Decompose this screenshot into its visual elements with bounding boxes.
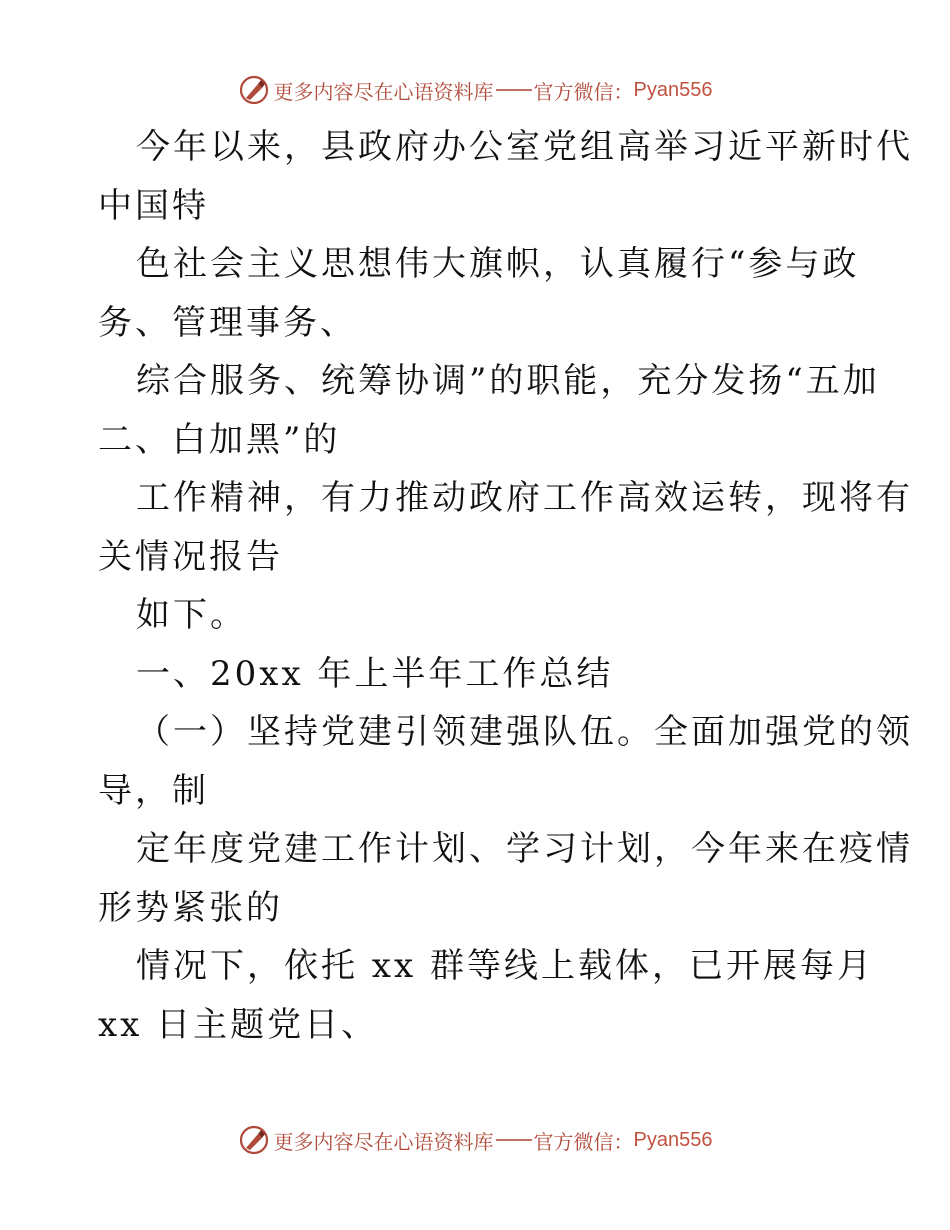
text-line: （一）坚持党建引领建强队伍。全面加强党的领 [136, 712, 913, 752]
header-watermark [0, 72, 950, 108]
watermark-wechat-id: Pyan556 [633, 78, 713, 101]
footer-watermark [0, 1122, 950, 1158]
watermark-wechat-label: 官方微信： [533, 79, 634, 104]
text-line: 形势紧张的 [98, 887, 283, 928]
section-heading: 一、20xx 年上半年工作总结 [136, 653, 614, 694]
watermark-dash [496, 1139, 532, 1141]
document-body [98, 118, 913, 1054]
text-line: 色社会主义思想伟大旗帜，认真履行“参与政 [136, 244, 860, 284]
text-line: 中国特 [98, 185, 209, 226]
pen-nib-icon [238, 74, 270, 106]
watermark-text: 更多内容尽在心语资料库 [273, 1129, 494, 1154]
text-line: 定年度党建工作计划、学习计划，今年来在疫情 [136, 829, 913, 869]
watermark-dash [496, 89, 532, 91]
text-line: 情况下，依托 xx 群等线上载体，已开展每月 [136, 946, 874, 986]
text-line: 如下。 [136, 595, 247, 635]
text-line: 综合服务、统筹协调”的职能，充分发扬“五加 [136, 361, 880, 401]
text-line: 今年以来，县政府办公室党组高举习近平新时代 [136, 127, 913, 167]
text-line: 二、白加黑”的 [98, 419, 341, 460]
text-line: 工作精神，有力推动政府工作高效运转，现将有 [136, 478, 913, 518]
watermark-wechat-label: 官方微信： [533, 1129, 634, 1154]
watermark-wechat-id: Pyan556 [633, 1128, 713, 1151]
text-line: 导，制 [98, 770, 209, 811]
pen-nib-icon [238, 1124, 270, 1156]
text-line: 关情况报告 [98, 536, 283, 577]
watermark-text: 更多内容尽在心语资料库 [273, 79, 494, 104]
text-line: xx 日主题党日、 [98, 1004, 379, 1045]
text-line: 务、管理事务、 [98, 302, 357, 343]
